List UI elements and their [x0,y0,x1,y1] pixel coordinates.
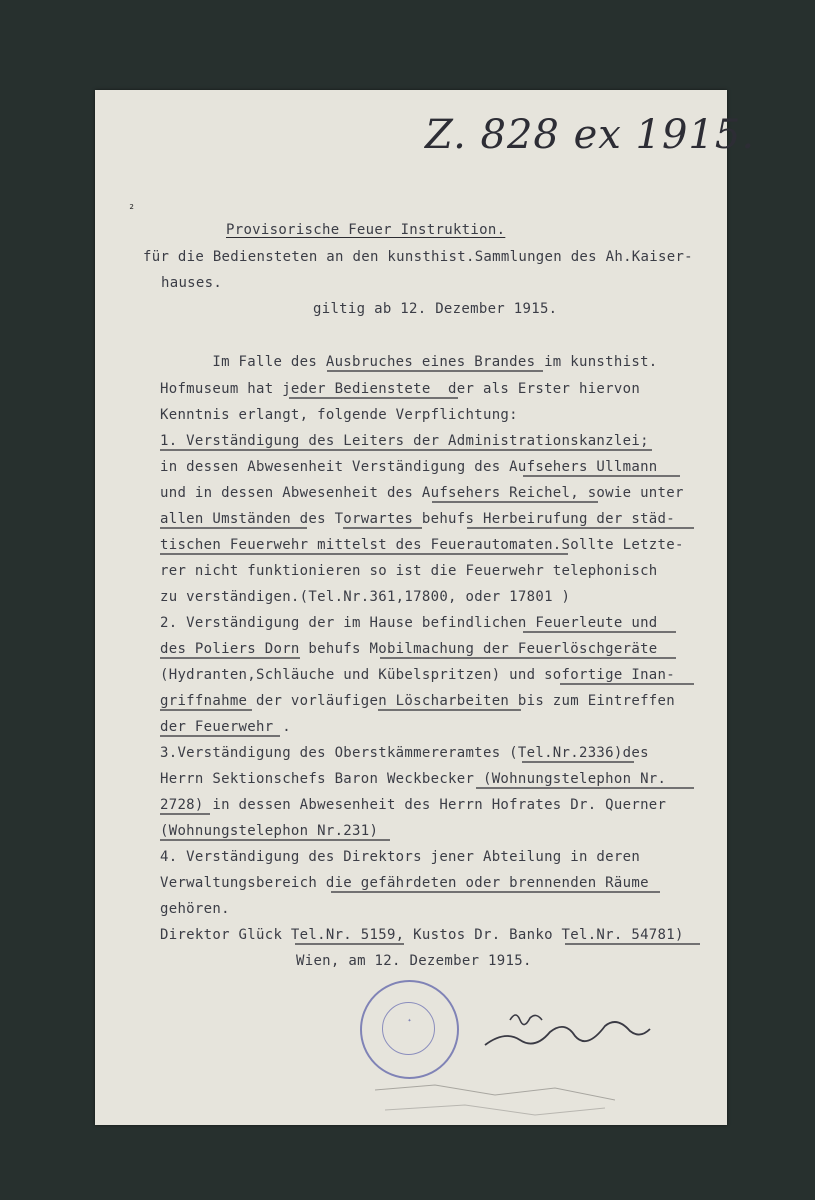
body-line: Im Falle des Ausbruches eines Brandes im kunsthist. [160,354,658,370]
document-page [95,90,727,1125]
body-line: allen Umständen des Torwartes behufs Herbeirufung der städ- [160,511,675,527]
torn-edge [375,1080,615,1125]
body-line: Kenntnis erlangt, folgende Verpflichtung: [160,407,518,423]
file-number-handwritten: Z. 828 ex 1915. [425,112,756,158]
body-line: zu verständigen.(Tel.Nr.361,17800, oder 17801 ) [160,589,571,605]
body-line: tischen Feuerwehr mittelst des Feuerautomaten.Sollte Letzte- [160,537,684,553]
official-stamp [360,980,459,1079]
body-line: 3.Verständigung des Oberstkämmereramtes (Tel.Nr.2336)des [160,745,649,761]
body-line: Hofmuseum hat jeder Bedienstete der als Erster hiervon [160,381,641,397]
body-line: griffnahme der vorläufigen Löscharbeiten bis zum Eintreffen [160,693,675,709]
body-line: (Wohnungstelephon Nr.231) [160,823,379,839]
body-line: Verwaltungsbereich die gefährdeten oder brennenden Räume [160,875,649,891]
body-line: in dessen Abwesenheit Verständigung des Aufsehers Ullmann [160,459,658,475]
valid-from: giltig ab 12. Dezember 1915. [313,301,558,317]
body-line: gehören. [160,901,230,917]
document-title: Provisorische Feuer Instruktion. [226,222,506,238]
body-line: 2728) in dessen Abwesenheit des Herrn Hofrates Dr. Querner [160,797,667,813]
subtitle-line-1: für die Bediensteten an den kunsthist.Sammlungen des Ah.Kaiser- [143,249,693,265]
body-line: (Hydranten,Schläuche und Kübelspritzen) und sofortige Inan- [160,667,675,683]
handwritten-signature [480,1000,660,1060]
margin-mark: ₂ [128,198,136,212]
body-line: 4. Verständigung des Direktors jener Abteilung in deren [160,849,641,865]
body-line: und in dessen Abwesenheit des Aufsehers Reichel, sowie unter [160,485,684,501]
body-line: Direktor Glück Tel.Nr. 5159, Kustos Dr. Banko Tel.Nr. 54781) [160,927,684,943]
stamp-emblem [382,1002,435,1055]
place-date: Wien, am 12. Dezember 1915. [296,953,532,969]
subtitle-line-2: hauses. [161,275,223,291]
body-line: des Poliers Dorn behufs Mobilmachung der Feuerlöschgeräte [160,641,658,657]
body-line: der Feuerwehr . [160,719,291,735]
body-line: Herrn Sektionschefs Baron Weckbecker (Wohnungstelephon Nr. [160,771,667,787]
body-line: 1. Verständigung des Leiters der Administrationskanzlei; [160,433,649,449]
stamp-text: ✦ [407,1018,412,1024]
body-line: 2. Verständigung der im Hause befindlichen Feuerleute und [160,615,658,631]
body-line: rer nicht funktionieren so ist die Feuerwehr telephonisch [160,563,658,579]
